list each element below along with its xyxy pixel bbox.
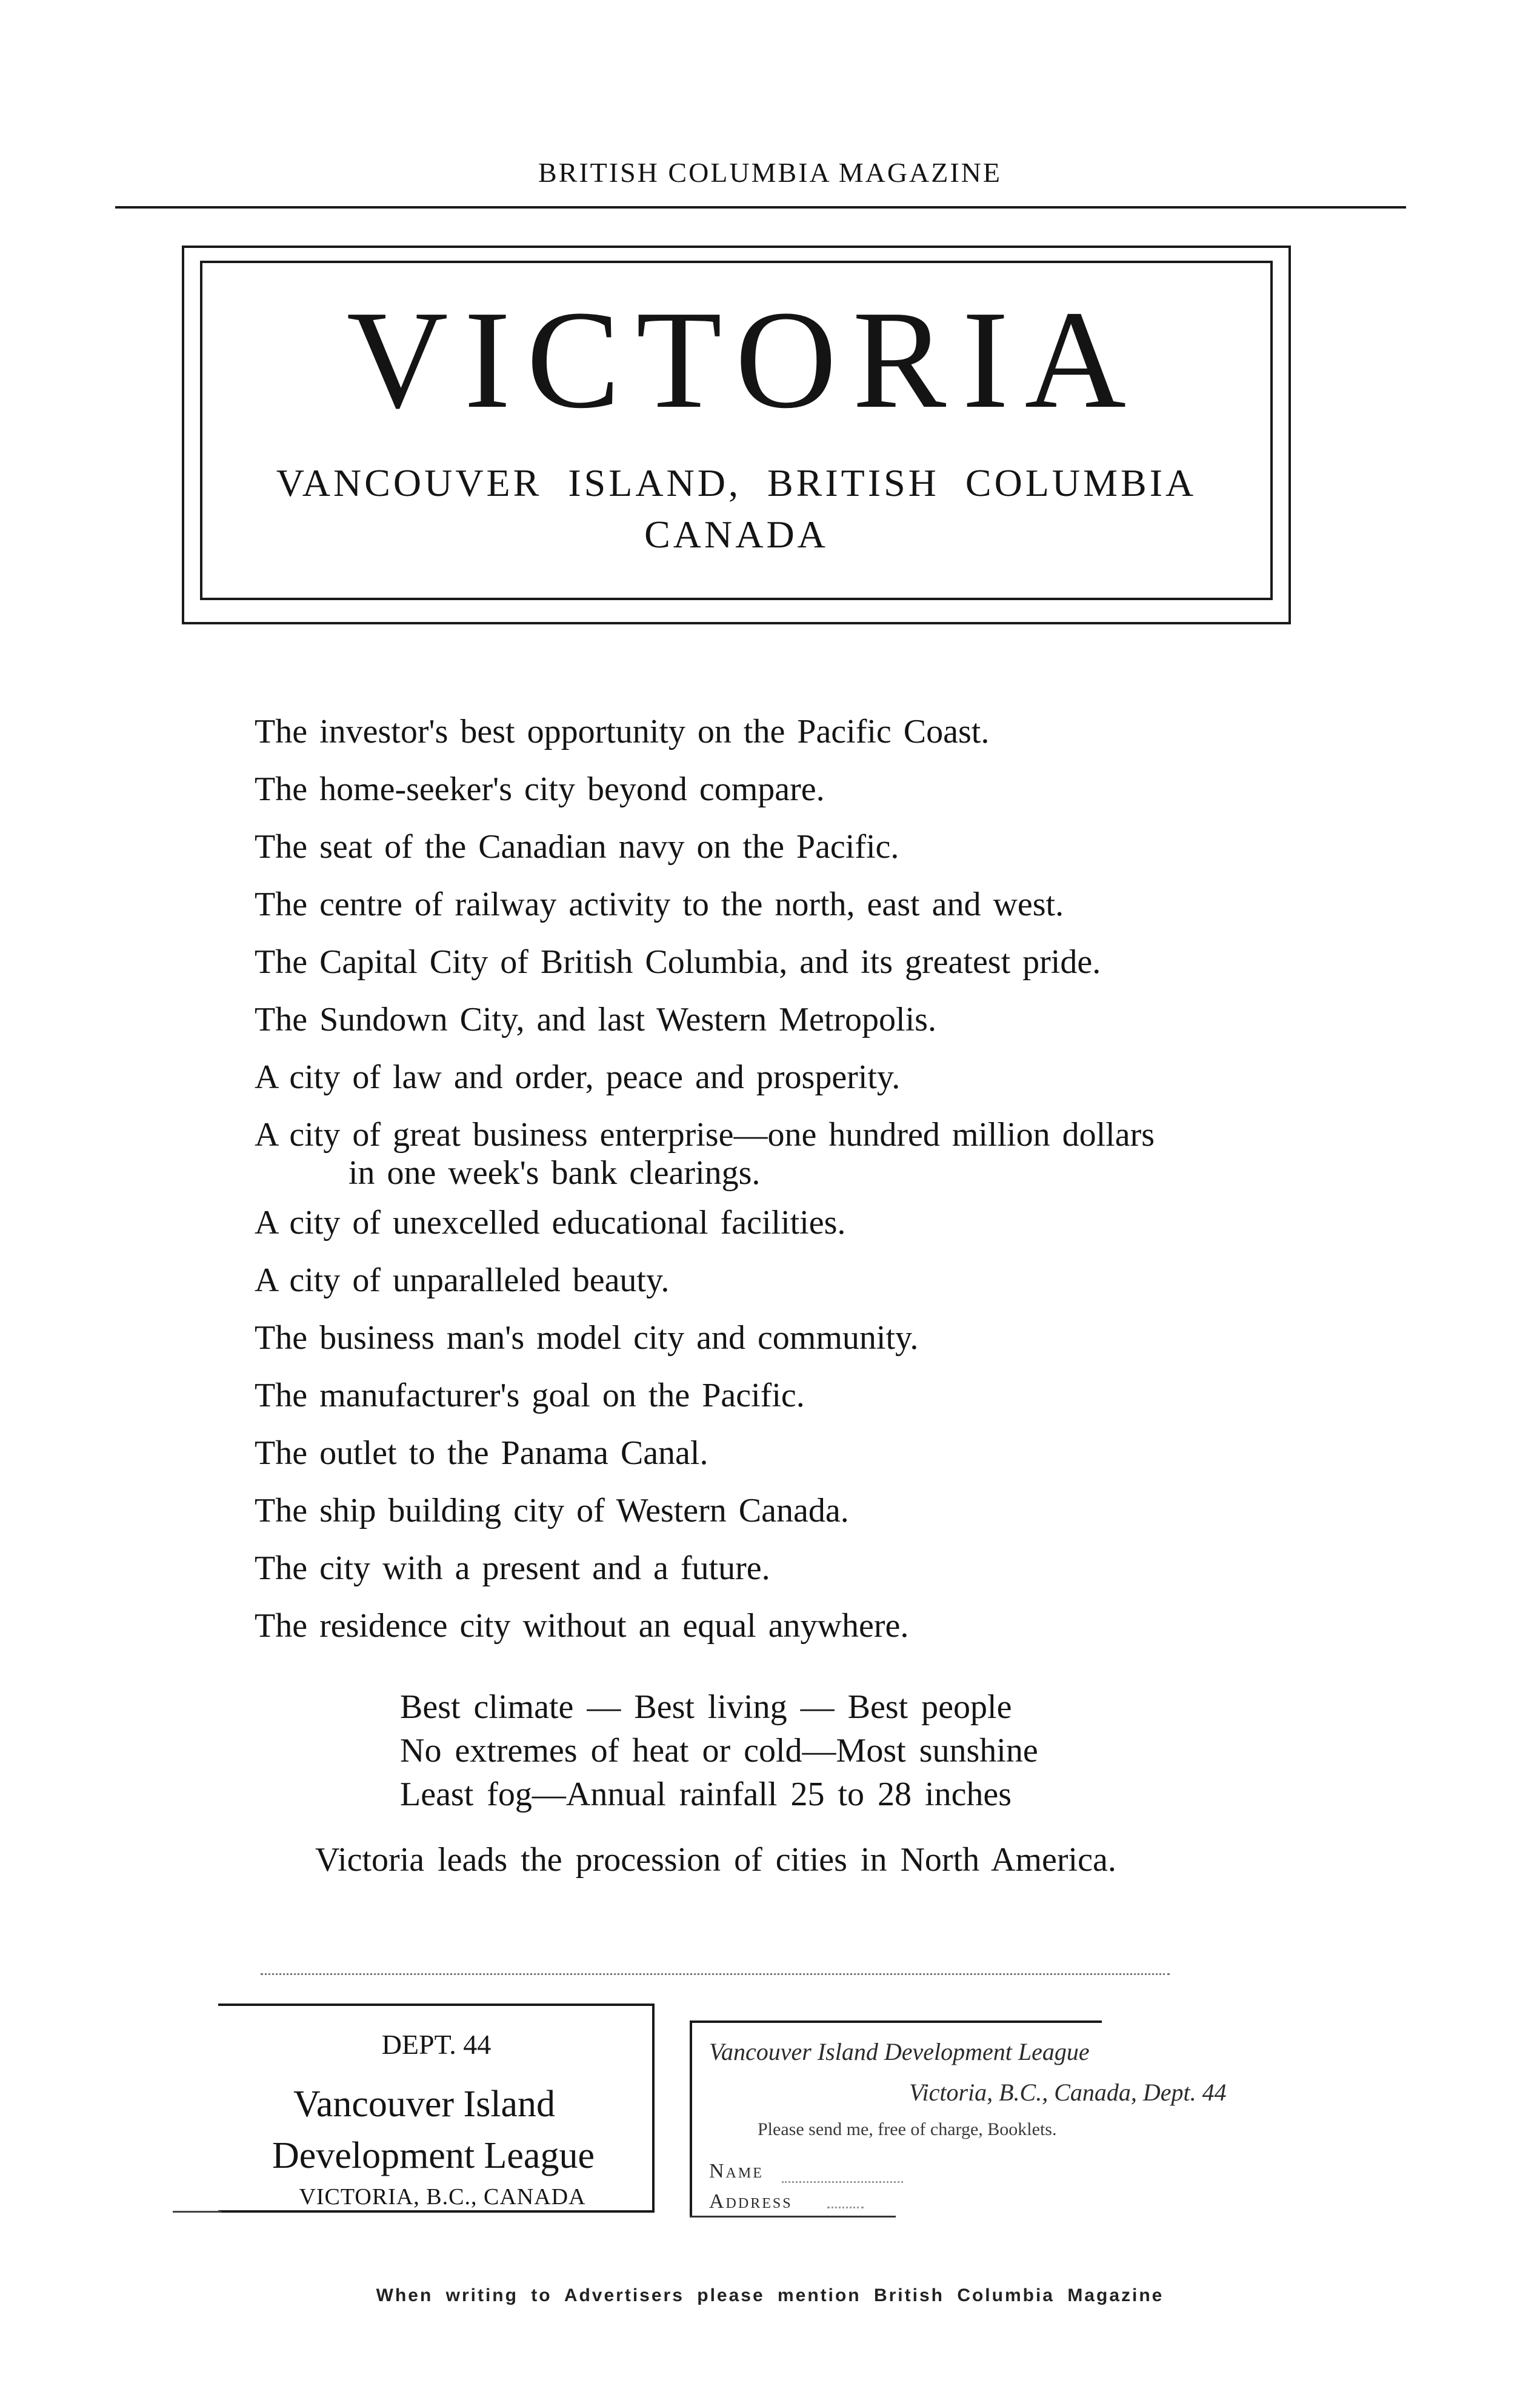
subtitle-country: CANADA xyxy=(644,513,828,556)
coupon-form-rule xyxy=(690,2216,896,2218)
climate-line: Least fog—Annual rainfall 25 to 28 inches xyxy=(400,1776,1012,1813)
claim-item: The investor's best opportunity on the Pacific Coast. xyxy=(255,713,990,750)
claims-list xyxy=(255,703,1321,1655)
claim-item: The home-seeker's city beyond compare. xyxy=(255,770,825,808)
department-box-rule xyxy=(173,2211,221,2213)
closing-statement: Victoria leads the procession of cities in North America. xyxy=(315,1841,1116,1879)
climate-line: Best climate — Best living — Best people xyxy=(400,1688,1012,1726)
coupon-address-label: Address xyxy=(709,2190,793,2213)
header-rule xyxy=(115,206,1406,209)
claim-item: The Sundown City, and last Western Metropolis. xyxy=(255,1001,936,1038)
climate-block xyxy=(400,1685,1248,1816)
subtitle-location: VANCOUVER ISLAND, BRITISH COLUMBIA xyxy=(276,461,1197,504)
climate-line: No extremes of heat or cold—Most sunshine xyxy=(400,1732,1038,1770)
department-city: VICTORIA, B.C., CANADA xyxy=(299,2184,586,2210)
coupon-location: Victoria, B.C., Canada, Dept. 44 xyxy=(909,2079,1227,2106)
coupon-org: Vancouver Island Development League xyxy=(709,2038,1090,2065)
claim-item-continuation: in one week's bank clearings. xyxy=(348,1154,761,1192)
claim-item: The city with a present and a future. xyxy=(255,1549,770,1587)
claim-item: The manufacturer's goal on the Pacific. xyxy=(255,1377,805,1414)
coupon-request: Please send me, free of charge, Booklets. xyxy=(758,2119,1057,2139)
claim-item: A city of unexcelled educational facilities. xyxy=(255,1204,846,1242)
running-head: BRITISH COLUMBIA MAGAZINE xyxy=(538,157,1002,188)
coupon-address-field[interactable] xyxy=(827,2207,864,2208)
dotted-divider xyxy=(261,1973,1170,1975)
claim-item: The outlet to the Panama Canal. xyxy=(255,1434,708,1472)
claim-item: The ship building city of Western Canada. xyxy=(255,1492,849,1529)
claim-item: A city of law and order, peace and prosperity. xyxy=(255,1058,901,1096)
claim-item: The residence city without an equal anywhere. xyxy=(255,1607,909,1645)
page-title: VICTORIA xyxy=(346,282,1142,438)
coupon-name-field[interactable] xyxy=(782,2181,903,2183)
claim-item: The centre of railway activity to the north, east and west. xyxy=(255,886,1064,923)
footer-note: When writing to Advertisers please mention British Columbia Magazine xyxy=(376,2285,1164,2305)
claim-item: A city of great business enterprise—one hundred million dollars xyxy=(255,1116,1155,1154)
claim-item: The business man's model city and community. xyxy=(255,1319,919,1357)
department-org-line1: Vancouver Island xyxy=(293,2084,556,2125)
department-org-line2: Development League xyxy=(272,2135,595,2176)
claim-item: A city of unparalleled beauty. xyxy=(255,1262,670,1299)
department-label: DEPT. 44 xyxy=(381,2029,492,2060)
coupon-name-label: Name xyxy=(709,2160,764,2182)
claim-item: The seat of the Canadian navy on the Pacific. xyxy=(255,828,899,866)
claim-item: The Capital City of British Columbia, and its greatest pride. xyxy=(255,943,1101,981)
